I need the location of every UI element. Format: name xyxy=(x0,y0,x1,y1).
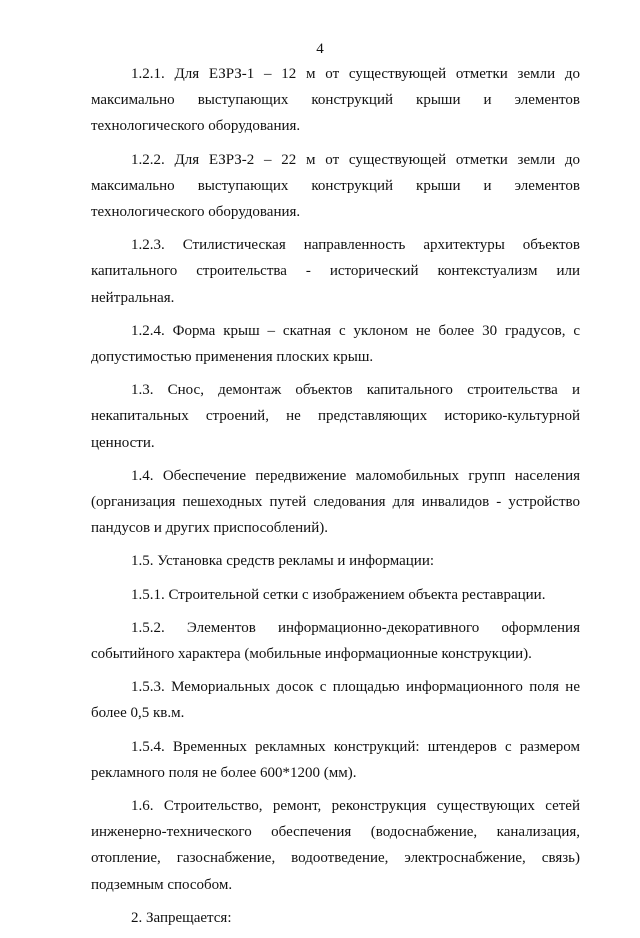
document-body xyxy=(91,61,580,938)
paragraph-1-5: 1.5. Установка средств рекламы и информации: xyxy=(131,553,435,570)
page-number: 4 xyxy=(316,41,324,57)
paragraph-1-3: 1.3. Снос, демонтаж объектов капитального строительства и некапитальных строений, не представляющих историко-культурной ценности. xyxy=(91,382,580,451)
paragraph-1-2-2: 1.2.2. Для ЕЗРЗ-2 – 22 м от существующей отметки земли до максимально выступающих конструкций крыши и элементов технологического оборудования. xyxy=(91,151,580,221)
paragraph-1-5-4: 1.5.4. Временных рекламных конструкций: штендеров с размером рекламного поля не более 600*1200 (мм). xyxy=(91,738,580,781)
paragraph-1-2-1: 1.2.1. Для ЕЗРЗ-1 – 12 м от существующей отметки земли до максимально выступающих конструкций крыши и элементов технологического оборудования. xyxy=(91,66,580,135)
paragraph-1-6: 1.6. Строительство, ремонт, реконструкция существующих сетей инженерно-технического обеспечения (водоснабжение, канализация, отопление, газоснабжение, водоотведение, электроснабжение, связь) подземным способом. xyxy=(91,798,580,893)
paragraph-1-5-1: 1.5.1. Строительной сетки с изображением объекта реставрации. xyxy=(131,586,546,603)
paragraph-1-5-3: 1.5.3. Мемориальных досок с площадью информационного поля не более 0,5 кв.м. xyxy=(91,679,580,722)
paragraph-1-2-3: 1.2.3. Стилистическая направленность архитектуры объектов капитального строительства - исторический контекстуализм или нейтральная. xyxy=(91,237,580,306)
paragraph-2: 2. Запрещается: xyxy=(131,909,232,926)
paragraph-1-4: 1.4. Обеспечение передвижение маломобильных групп населения (организация пешеходных путей следования для инвалидов - устройство пандусов и других приспособлений). xyxy=(91,467,580,537)
paragraph-1-2-4: 1.2.4. Форма крыш – скатная с уклоном не более 30 градусов, с допустимостью применения плоских крыш. xyxy=(91,322,580,366)
paragraph-1-5-2: 1.5.2. Элементов информационно-декоративного оформления событийного характера (мобильные информационные конструкции). xyxy=(91,619,580,663)
